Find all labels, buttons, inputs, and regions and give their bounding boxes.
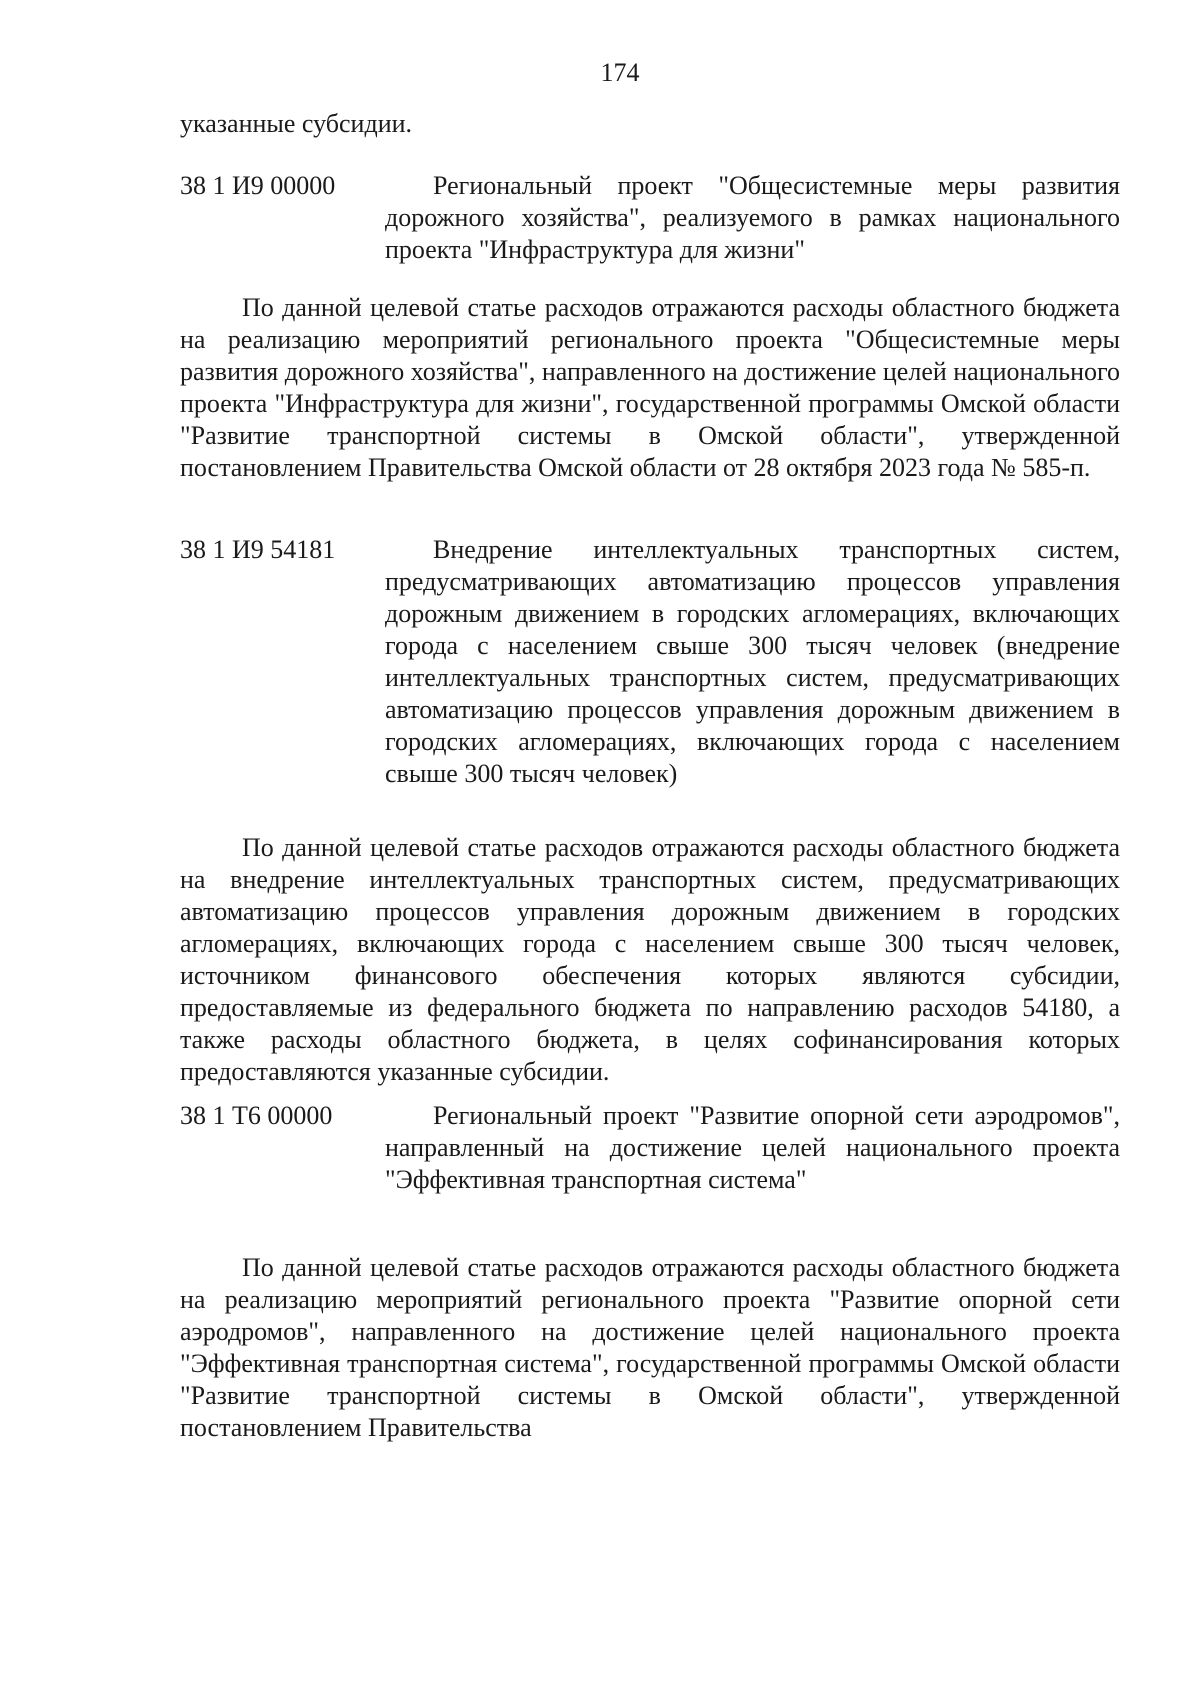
budget-code: 38 1 И9 00000 [180,171,336,200]
budget-entry-title: Региональный проект "Развитие опорной сети аэродромов", направленный на достижение целей национального проекта "Эффективная транспортная система" [385,1101,1120,1194]
paragraph-3: По данной целевой статье расходов отражаются расходы областного бюджета на реализацию мероприятий регионального проекта "Развитие опорной сети аэродромов", направленного на достижение целей национального проекта "Эффективная транспортная система", государственной программы Омской области "Развитие транспортной системы в Омской области", утвержденной постановлением Правительства [180,1253,1120,1442]
intro-line: указанные субсидии. [180,109,413,138]
paragraph-2: По данной целевой статье расходов отражаются расходы областного бюджета на внедрение интеллектуальных транспортных систем, предусматривающих автоматизацию процессов управления дорожным движением в городских агломерациях, включающих города с населением свыше 300 тысяч человек, источником финансового обеспечения которых являются субсидии, предоставляемые из федерального бюджета по направлению расходов 54180, а также расходы областного бюджета, в целях софинансирования которых предоставляются указанные субсидии. [180,833,1120,1086]
budget-code: 38 1 Т6 00000 [180,1101,333,1130]
page-number: 174 [600,58,640,87]
paragraph-1: По данной целевой статье расходов отражаются расходы областного бюджета на реализацию мероприятий регионального проекта "Общесистемные меры развития дорожного хозяйства", направленного на достижение целей национального проекта "Инфраструктура для жизни", государственной программы Омской области "Развитие транспортной системы в Омской области", утвержденной постановлением Правительства Омской области от 28 октября 2023 года № 585-п. [180,293,1120,482]
budget-code: 38 1 И9 54181 [180,535,336,564]
budget-entry-title: Внедрение интеллектуальных транспортных систем, предусматривающих автоматизацию процессов управления дорожным движением в городских агломерациях, включающих города с населением свыше 300 тысяч человек (внедрение интеллектуальных транспортных систем, предусматривающих автоматизацию процессов управления дорожным движением в городских агломерациях, включающих города с населением свыше 300 тысяч человек) [385,535,1120,788]
budget-entry-1 [180,170,1120,266]
budget-entry-2 [180,534,1120,790]
budget-entry-title: Региональный проект "Общесистемные меры развития дорожного хозяйства", реализуемого в рамках национального проекта "Инфраструктура для жизни" [385,171,1120,264]
budget-entry-3 [180,1100,1120,1196]
